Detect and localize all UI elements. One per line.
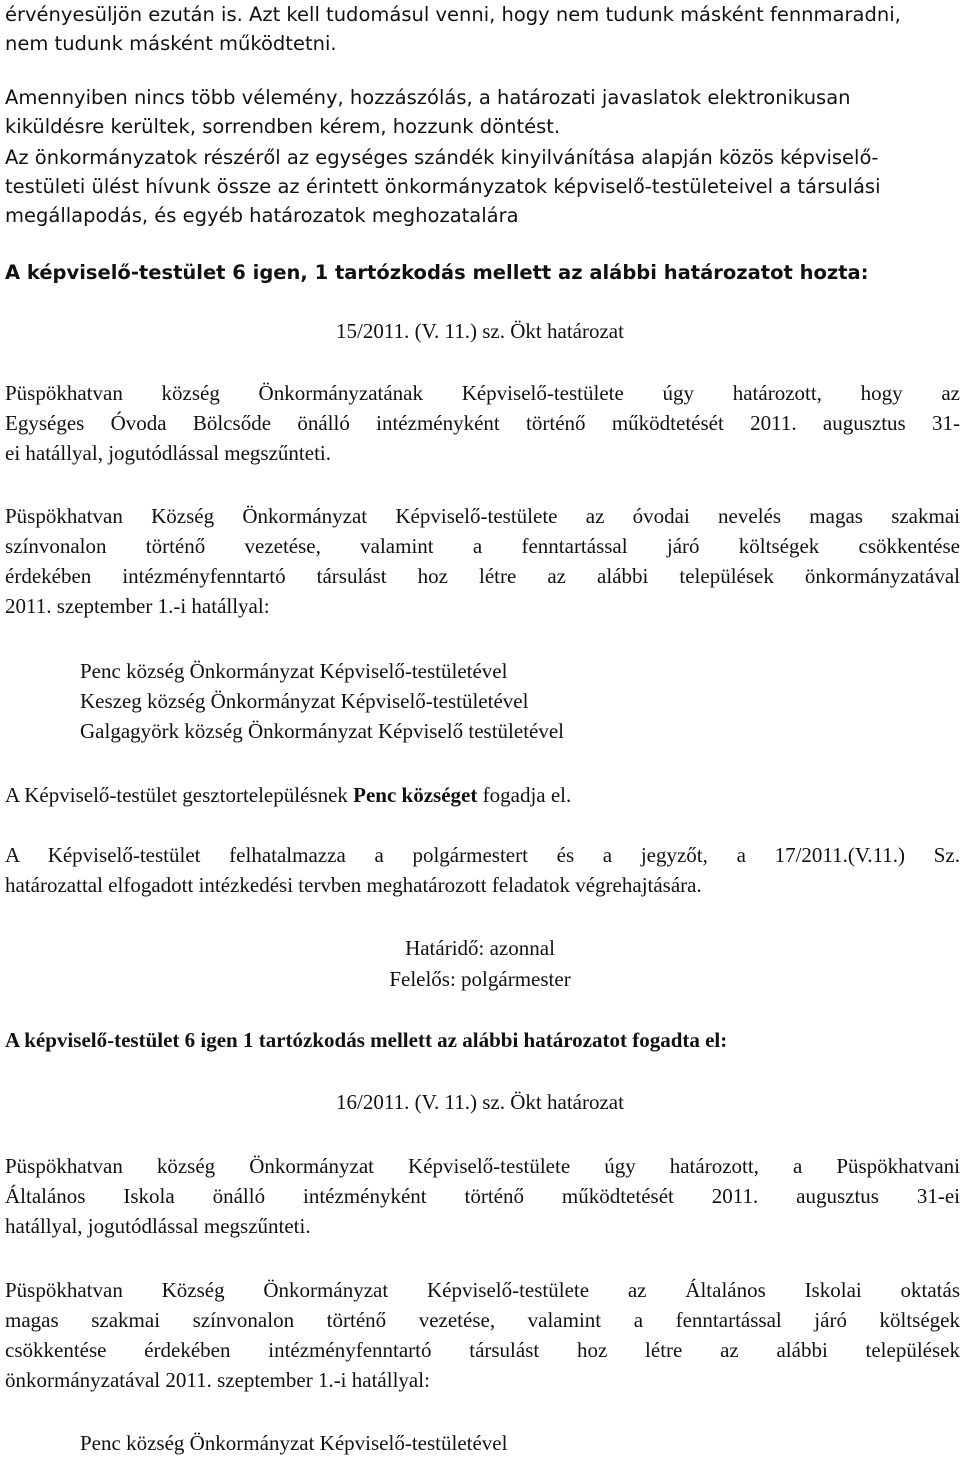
seat-sentence bbox=[5, 780, 960, 810]
proposals-paragraph bbox=[5, 83, 960, 141]
resolution-1-paragraph-2 bbox=[5, 501, 960, 621]
text-line: csökkentése érdekében intézményfenntartó társulást hoz létre az alábbi települések bbox=[5, 1338, 960, 1362]
resolution-2-title: 16/2011. (V. 11.) sz. Ökt határozat bbox=[336, 1090, 624, 1114]
responsible-line: Felelős: polgármester bbox=[389, 967, 571, 991]
authorization-paragraph bbox=[5, 840, 960, 900]
text-line: Az önkormányzatok részéről az egységes szándék kinyilvánítása alapján közös képviselő- bbox=[5, 146, 879, 169]
text-line: Püspökhatvan község Önkormányzat Képviselő-testülete úgy határozott, a Püspökhatvani bbox=[5, 1154, 960, 1178]
text-line: önkormányzatával 2011. szeptember 1.-i hatállyal: bbox=[5, 1368, 430, 1392]
joint-session-paragraph bbox=[5, 143, 960, 230]
text-line: határozattal elfogadott intézkedési tervben meghatározott feladatok végrehajtására. bbox=[5, 873, 702, 897]
text-line: magas szakmai színvonalon történő vezetése, valamint a fenntartással járó költségek bbox=[5, 1308, 960, 1332]
text-line: kiküldésre kerültek, sorrendben kérem, hozzunk döntést. bbox=[5, 115, 561, 138]
deadline-line: Határidő: azonnal bbox=[405, 936, 555, 960]
text-line: Püspökhatvan Község Önkormányzat Képviselő-testülete az Általános Iskolai oktatás bbox=[5, 1278, 960, 1302]
list-item: Penc község Önkormányzat Képviselő-testületével bbox=[80, 659, 508, 683]
text-line: testületi ülést hívunk össze az érintett önkormányzatok képviselő-testületeivel a társulási bbox=[5, 175, 881, 198]
resolution-2-paragraph-2 bbox=[5, 1275, 960, 1395]
text-line: Püspökhatvan község Önkormányzatának Képviselő-testülete úgy határozott, hogy az bbox=[5, 381, 960, 405]
intro-paragraph bbox=[5, 0, 960, 58]
seat-sentence-after: fogadja el. bbox=[477, 783, 572, 807]
text-line: megállapodás, és egyéb határozatok meghozatalára bbox=[5, 204, 519, 227]
seat-sentence-before: A Képviselő-testület gesztortelepülésnek bbox=[5, 783, 354, 807]
list-item: Penc község Önkormányzat Képviselő-testületével bbox=[80, 1431, 508, 1455]
text-line: Amennyiben nincs több vélemény, hozzászólás, a határozati javaslatok elektronikusan bbox=[5, 86, 851, 109]
resolution-1-paragraph-1 bbox=[5, 378, 960, 468]
vote-1-heading: A képviselő-testület 6 igen, 1 tartózkodás mellett az alábbi határozatot hozta: bbox=[5, 261, 869, 284]
resolution-2-paragraph-1 bbox=[5, 1151, 960, 1241]
text-line: 2011. szeptember 1.-i hatállyal: bbox=[5, 594, 270, 618]
text-line: ei hatállyal, jogutódlással megszűnteti. bbox=[5, 441, 332, 465]
text-line: érvényesüljön ezután is. Azt kell tudomásul venni, hogy nem tudunk másként fennmaradni, bbox=[5, 3, 901, 26]
vote-2-heading: A képviselő-testület 6 igen 1 tartózkodás mellett az alábbi határozatot fogadta el: bbox=[5, 1028, 728, 1052]
seat-sentence-bold: Penc községet bbox=[353, 783, 478, 807]
text-line: érdekében intézményfenntartó társulást hoz létre az alábbi települések önkormányzatával bbox=[5, 564, 960, 588]
text-line: Egységes Óvoda Bölcsőde önálló intézményként történő működtetését 2011. augusztus 31- bbox=[5, 411, 960, 435]
resolution-1-title: 15/2011. (V. 11.) sz. Ökt határozat bbox=[336, 319, 624, 343]
text-line: Püspökhatvan Község Önkormányzat Képviselő-testülete az óvodai nevelés magas szakmai bbox=[5, 504, 960, 528]
text-line: színvonalon történő vezetése, valamint a fenntartással járó költségek csökkentése bbox=[5, 534, 960, 558]
list-item: Galgagyörk község Önkormányzat Képviselő testületével bbox=[80, 719, 565, 743]
text-line: hatállyal, jogutódlással megszűnteti. bbox=[5, 1214, 311, 1238]
resolution-2-partner-list bbox=[80, 1428, 507, 1458]
text-line: Általános Iskola önálló intézményként történő működtetését 2011. augusztus 31-ei bbox=[5, 1184, 960, 1208]
list-item: Keszeg község Önkormányzat Képviselő-testületével bbox=[80, 689, 529, 713]
resolution-1-partner-list bbox=[80, 656, 564, 746]
text-line: nem tudunk másként működtetni. bbox=[5, 32, 337, 55]
text-line: A Képviselő-testület felhatalmazza a polgármestert és a jegyzőt, a 17/2011.(V.11.) Sz. bbox=[5, 843, 960, 867]
